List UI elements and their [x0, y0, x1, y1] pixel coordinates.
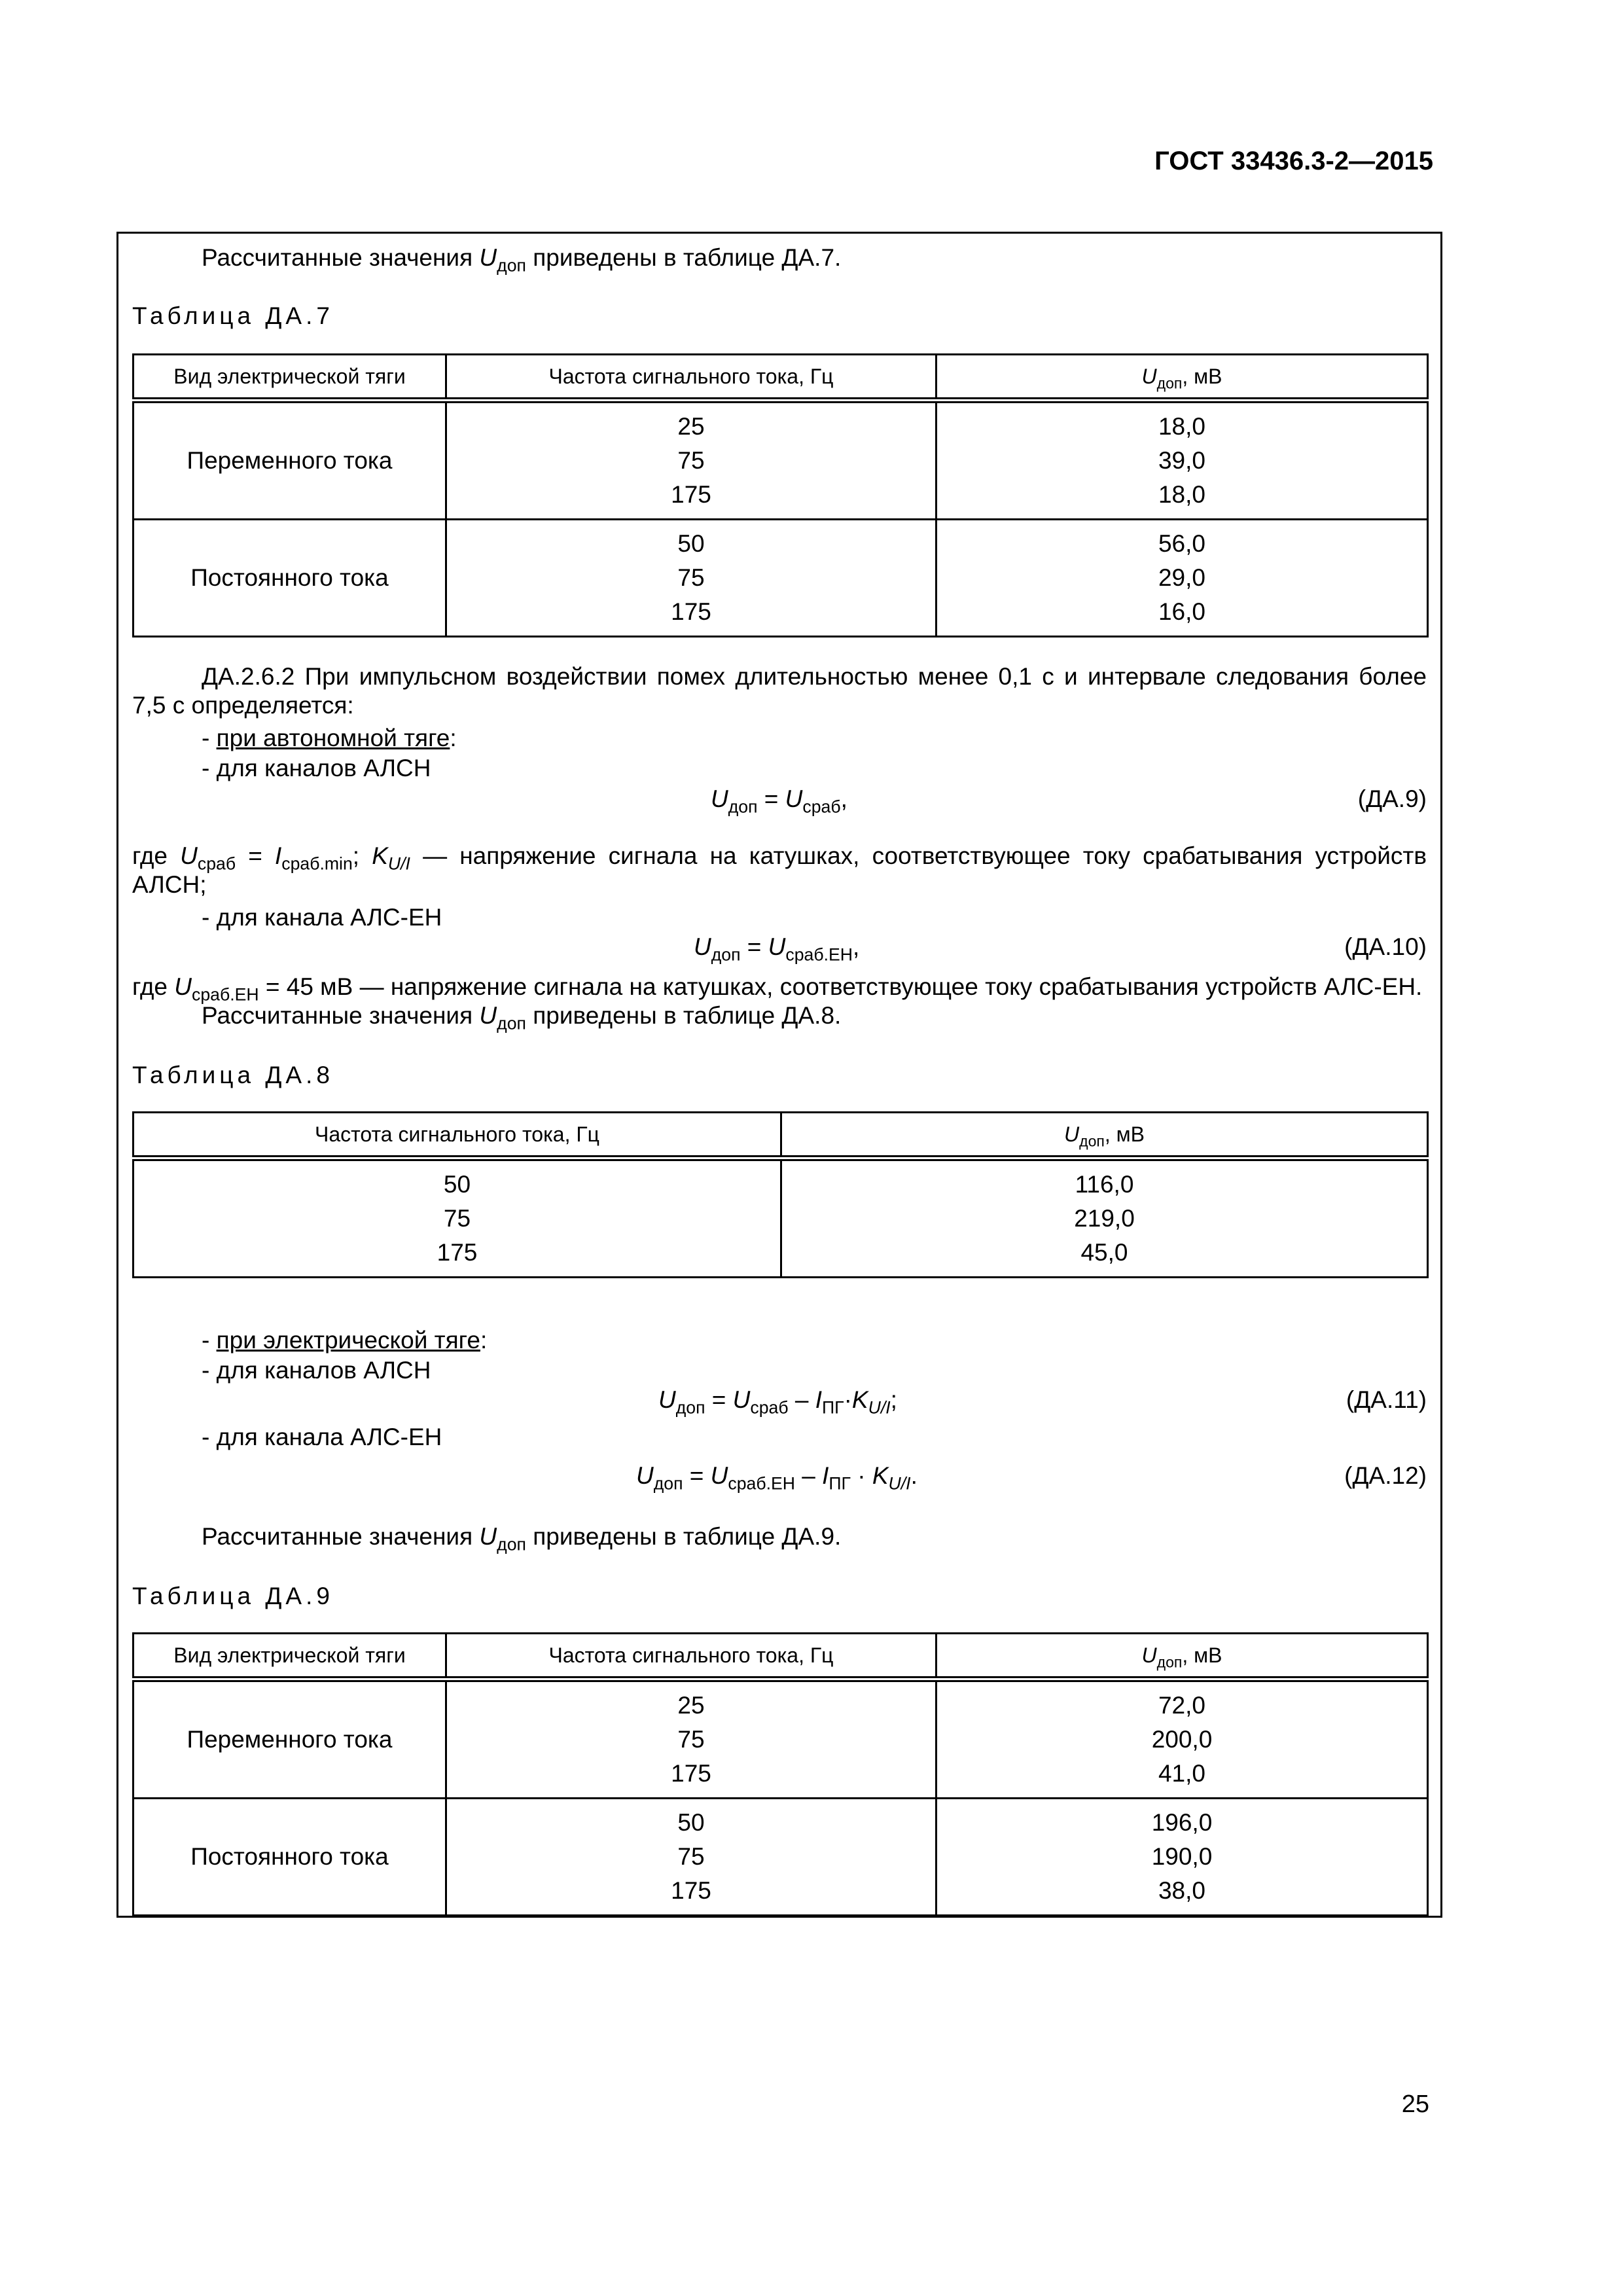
equation-da10: $U_{доп} = U_{сраб.ЕН}$, — [694, 933, 860, 965]
traction-type-cell: Переменного тока — [134, 401, 446, 520]
column-header: $U_{доп}$, мВ — [781, 1113, 1428, 1158]
page-number: 25 — [1401, 2090, 1429, 2118]
table-da8 — [132, 1111, 1429, 1278]
table-row — [134, 1799, 1428, 1916]
table-row — [134, 1158, 1428, 1278]
item-autonomous-traction: - при автономной тяге: — [202, 725, 457, 751]
table-caption-da9: Таблица ДА.9 — [132, 1583, 334, 1609]
equation-number-da9: (ДА.9) — [1357, 785, 1427, 812]
item-electric-traction: - при электрической тяге: — [202, 1327, 488, 1354]
frequency-cell: 50 75 175 — [134, 1158, 781, 1278]
frequency-cell: 25 75 175 — [446, 401, 936, 520]
paragraph-intro-t8: Рассчитанные значения $U_{доп}$ приведены в таблице ДА.8. — [202, 1002, 842, 1033]
equation-number-da11: (ДА.11) — [1346, 1386, 1427, 1413]
column-header: Вид электрической тяги — [134, 355, 446, 401]
item-alsen-channel: - для канала АЛС-ЕН — [202, 904, 442, 931]
document-header: ГОСТ 33436.3-2—2015 — [1154, 147, 1433, 175]
item-alsen-channel-electric: - для канала АЛС-ЕН — [202, 1424, 442, 1450]
equation-number-da10: (ДА.10) — [1344, 933, 1427, 960]
frequency-cell: 25 75 175 — [446, 1679, 936, 1799]
traction-type-cell: Постоянного тока — [134, 520, 446, 637]
table-row — [134, 1679, 1428, 1799]
column-header: $U_{доп}$, мВ — [936, 355, 1428, 401]
table-row — [134, 520, 1428, 637]
item-alsn-channels-electric: - для каналов АЛСН — [202, 1357, 431, 1384]
paragraph-da262: ДА.2.6.2 При импульсном воздействии помех длительностью менее 0,1 с и интервале следования более 7,5 с определяется: — [132, 663, 1427, 719]
voltage-cell: 196,0 190,0 38,0 — [936, 1799, 1428, 1916]
traction-type-cell: Переменного тока — [134, 1679, 446, 1799]
voltage-cell: 72,0 200,0 41,0 — [936, 1679, 1428, 1799]
voltage-cell: 18,0 39,0 18,0 — [936, 401, 1428, 520]
paragraph-intro-t7: Рассчитанные значения $U_{доп}$ приведены в таблице ДА.7. — [202, 244, 842, 276]
column-header: Вид электрической тяги — [134, 1634, 446, 1679]
equation-da9: $U_{доп} = U_{сраб}$, — [711, 785, 847, 817]
equation-da11: $U_{доп} = U_{сраб} - I_{ПГ}\cdot K_{U/I}$; — [658, 1386, 897, 1418]
table-row — [134, 401, 1428, 520]
table-caption-da8: Таблица ДА.8 — [132, 1062, 334, 1088]
equation-number-da12: (ДА.12) — [1344, 1462, 1427, 1489]
paragraph-intro-t9: Рассчитанные значения $U_{доп}$ приведены в таблице ДА.9. — [202, 1523, 842, 1554]
column-header: Частота сигнального тока, Гц — [446, 1634, 936, 1679]
table-da7 — [132, 353, 1429, 637]
table-da9 — [132, 1632, 1429, 1916]
voltage-cell: 56,0 29,0 16,0 — [936, 520, 1428, 637]
frequency-cell: 50 75 175 — [446, 520, 936, 637]
equation-da12: $U_{доп} = U_{сраб.ЕН} - I_{ПГ} \cdot K_{U/I}$. — [636, 1462, 918, 1494]
voltage-cell: 116,0 219,0 45,0 — [781, 1158, 1428, 1278]
item-alsn-channels: - для каналов АЛСН — [202, 755, 431, 781]
column-header: Частота сигнального тока, Гц — [446, 355, 936, 401]
where-explanation-alsen: где $U_{сраб.ЕН} = 45$ мВ — напряжение сигнала на катушках, соответствующее току срабатывания устройств АЛС-ЕН. — [132, 973, 1423, 1005]
column-header: Частота сигнального тока, Гц — [134, 1113, 781, 1158]
where-explanation-alsn: где $U_{сраб} = I_{сраб.min}$; $K_{U/I}$ — напряжение сигнала на катушках, соответствующее току срабатывания устройств АЛСН; — [132, 842, 1427, 899]
frequency-cell: 50 75 175 — [446, 1799, 936, 1916]
table-caption-da7: Таблица ДА.7 — [132, 302, 334, 329]
traction-type-cell: Постоянного тока — [134, 1799, 446, 1916]
column-header: $U_{доп}$, мВ — [936, 1634, 1428, 1679]
